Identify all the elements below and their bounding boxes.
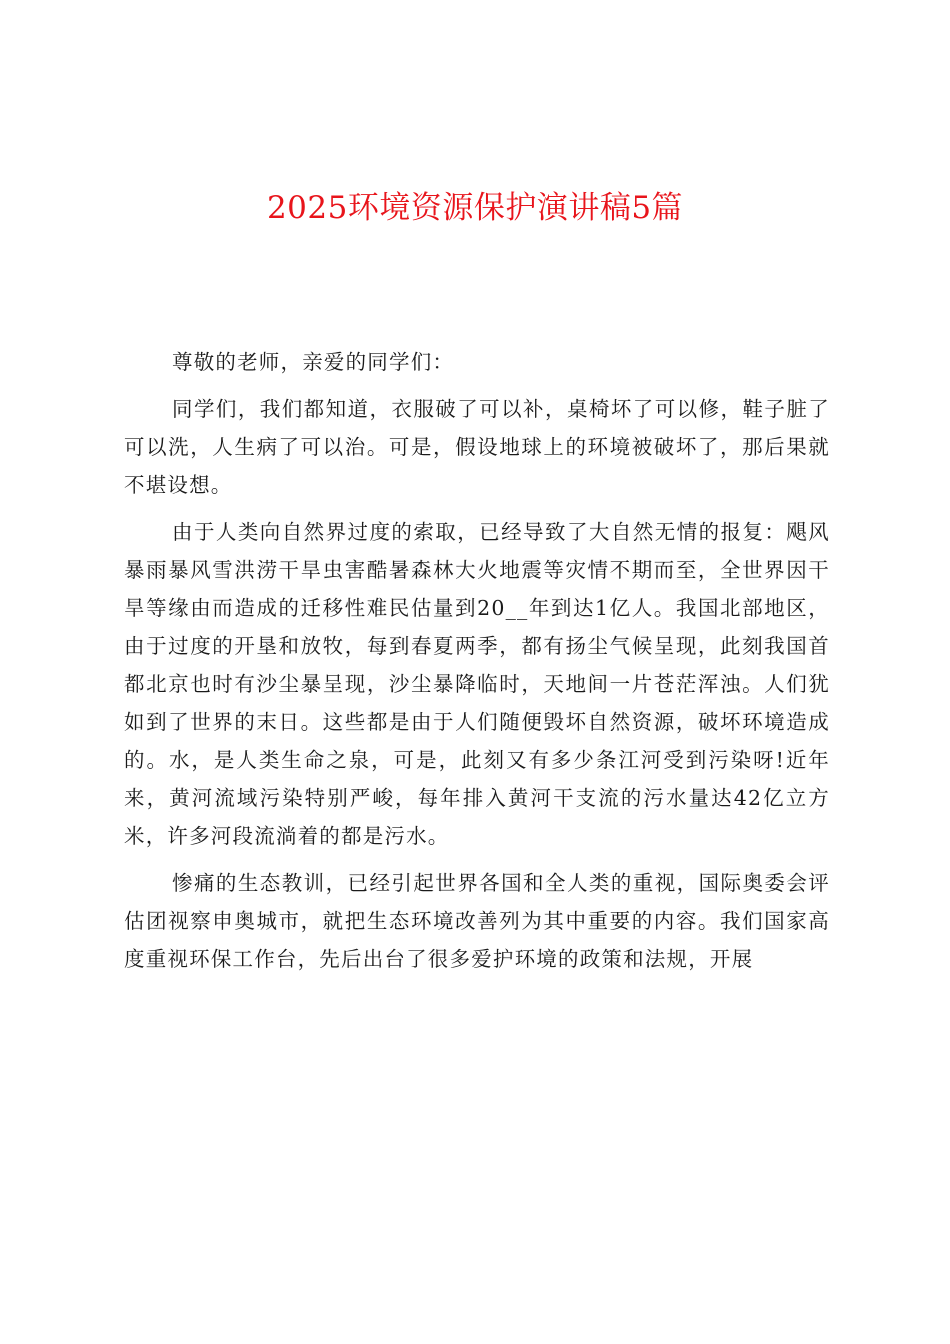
document-title: 2025环境资源保护演讲稿5篇 xyxy=(266,190,684,226)
paragraph-1: 同学们，我们都知道，衣服破了可以补，桌椅坏了可以修，鞋子脏了可以洗，人生病了可以治。可是，假设地球上的环境被破坏了，那后果就不堪设想。 xyxy=(124,397,830,497)
paragraph-greeting: 尊敬的老师，亲爱的同学们： xyxy=(172,350,455,374)
paragraph-2: 由于人类向自然界过度的索取，已经导致了大自然无情的报复：飓风暴雨暴风雪洪涝干旱虫害酷暑森林大火地震等灾情不期而至，全世界因干旱等缘由而造成的迁移性难民估量到20__年到达1亿人。我国北部地区，由于过度的开垦和放牧，每到春夏两季，都有扬尘气候呈现，此刻我国首都北京也时有沙尘暴呈现，沙尘暴降临时，天地间一片苍茫浑浊。人们犹如到了世界的末日。这些都是由于人们随便毁坏自然资源，破坏环境造成的。水，是人类生命之泉，可是，此刻又有多少条江河受到污染呀!近年来，黄河流域污染特别严峻，每年排入黄河干支流的污水量达42亿立方米，许多河段流淌着的都是污水。 xyxy=(124,520,830,848)
document-body xyxy=(124,343,830,987)
paragraph-3: 惨痛的生态教训，已经引起世界各国和全人类的重视，国际奥委会评估团视察申奥城市，就把生态环境改善列为其中重要的内容。我们国家高度重视环保工作台，先后出台了很多爱护环境的政策和法规，开展 xyxy=(124,871,830,971)
